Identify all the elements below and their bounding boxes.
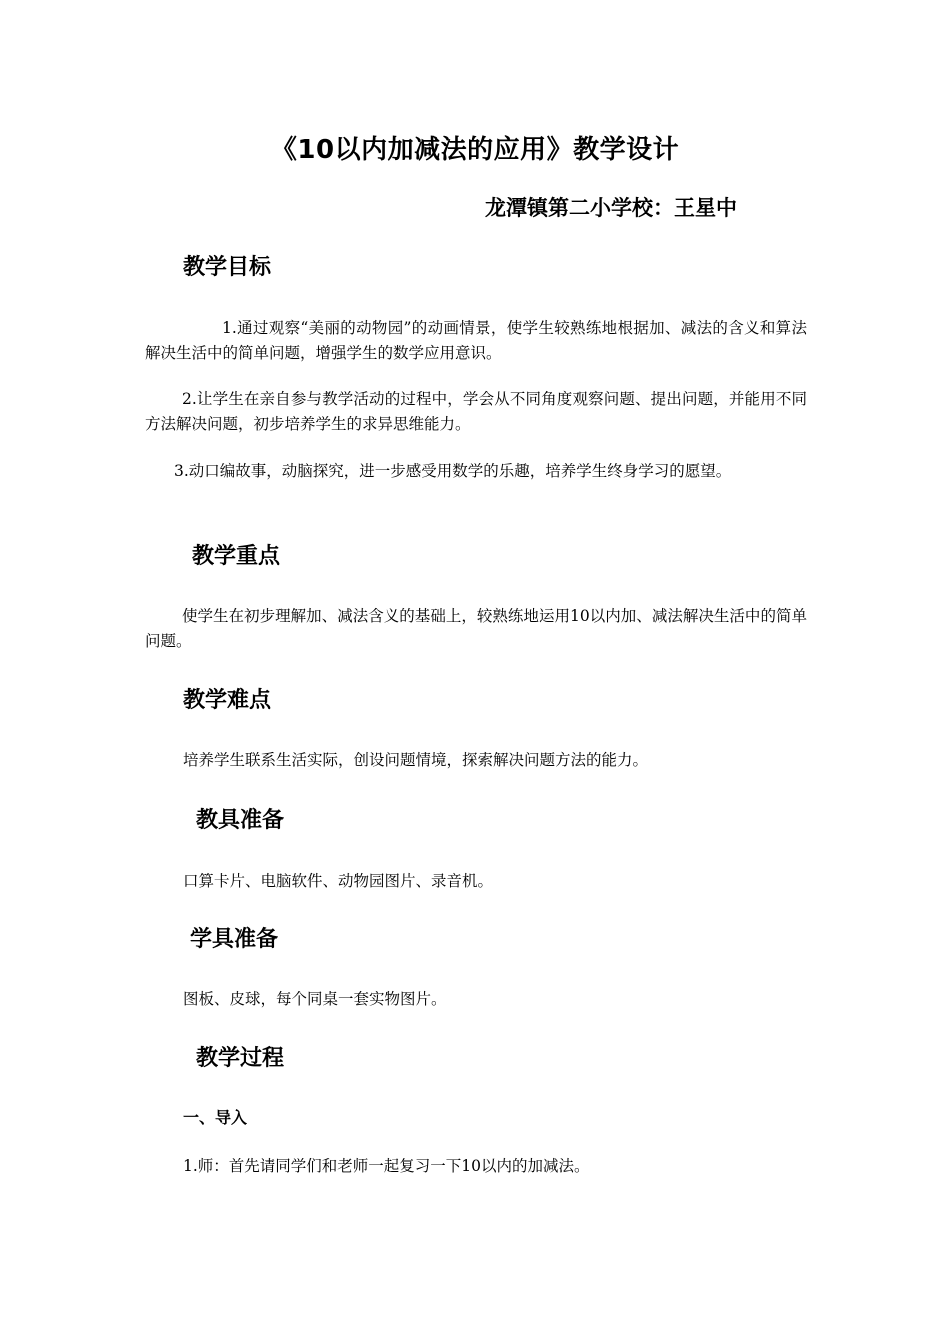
key-points-text: 使学生在初步理解加、减法含义的基础上，较熟练地运用10以内加、减法解决生活中的简单问题。 bbox=[145, 607, 807, 650]
heading-process: 教学过程 bbox=[196, 1046, 285, 1071]
objective-item-1: 1.通过观察“美丽的动物园”的动画情景，使学生较熟练地根据加、减法的含义和算法解决生活中的简单问题，增强学生的数学应用意识。 bbox=[145, 319, 807, 362]
objective-item-3: 3.动口编故事，动脑探究，进一步感受用数学的乐趣，培养学生终身学习的愿望。 bbox=[174, 462, 732, 480]
difficulties-text: 培养学生联系生活实际，创设问题情境，探索解决问题方法的能力。 bbox=[183, 751, 649, 769]
heading-key-points: 教学重点 bbox=[192, 544, 281, 569]
document-author: 龙潭镇第二小学校：王星中 bbox=[485, 196, 737, 220]
document-title: 《10以内加减法的应用》教学设计 bbox=[270, 135, 680, 165]
heading-difficulties: 教学难点 bbox=[183, 688, 272, 713]
objective-item-2: 2.让学生在亲自参与教学活动的过程中，学会从不同角度观察问题、提出问题，并能用不同方法解决问题，初步培养学生的求异思维能力。 bbox=[145, 390, 807, 433]
heading-teaching-aids: 教具准备 bbox=[196, 808, 285, 833]
process-step1-text: 1.师：首先请同学们和老师一起复习一下10以内的加减法。 bbox=[183, 1157, 590, 1175]
heading-objectives: 教学目标 bbox=[183, 255, 272, 280]
process-step1-heading: 一、导入 bbox=[183, 1108, 248, 1127]
teaching-aids-text: 口算卡片、电脑软件、动物园图片、录音机。 bbox=[183, 872, 494, 890]
heading-learning-aids: 学具准备 bbox=[190, 927, 279, 952]
learning-aids-text: 图板、皮球，每个同桌一套实物图片。 bbox=[183, 990, 447, 1008]
